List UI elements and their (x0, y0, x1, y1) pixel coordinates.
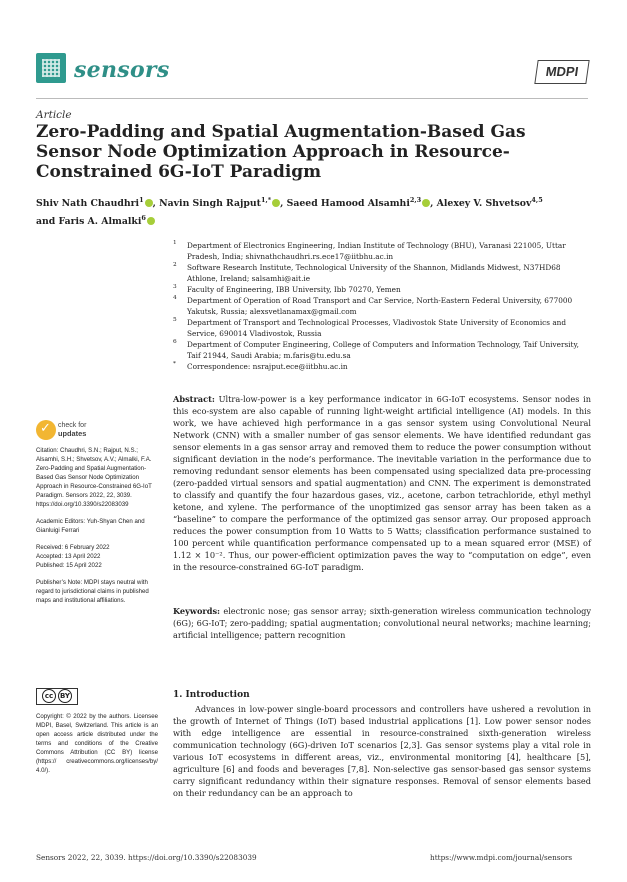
header-divider (36, 98, 588, 99)
check-updates-line2: updates (58, 429, 87, 438)
journal-name: sensors (74, 57, 170, 83)
affiliation-text: Department of Transport and Technological Processes, Vladivostok State University of Economics and Service, 690014 Vladivostok, Russia (187, 318, 567, 338)
check-updates-line1: check for (58, 422, 87, 429)
author-affil-sup: 6 (141, 214, 146, 223)
affiliation-text: Faculty of Engineering, IBB University, Ibb 70270, Yemen (187, 285, 401, 294)
abstract-label: Abstract: (173, 394, 215, 404)
author-name: Alexey V. Shvetsov (436, 198, 532, 210)
author-name: Faris A. Almalki (58, 216, 142, 228)
cc-by-license-icon[interactable] (36, 688, 78, 705)
by-label: BY (58, 689, 72, 703)
author-affil-sup: 1 (139, 196, 144, 204)
check-updates-icon (36, 420, 56, 440)
academic-editors: Academic Editors: Yuh-Shyan Chen and Gianluigi Ferrari (36, 518, 145, 534)
published-date: Published: 15 April 2022 (36, 562, 102, 569)
author-affil-sup: 4,5 (531, 196, 543, 204)
publisher-logo: MDPI (534, 60, 589, 84)
affiliation-number: 3 (173, 284, 177, 290)
affiliation-number: 1 (173, 240, 177, 246)
affiliation-item (173, 262, 593, 284)
affiliation-item (173, 295, 593, 317)
received-date: Received: 6 February 2022 (36, 544, 110, 551)
orcid-icon[interactable] (145, 199, 153, 207)
abstract-text: Ultra-low-power is a key performance indicator in 6G-IoT ecosystems. Sensor nodes in this eco-system are also capable of running light-weight artificial intelligence (AI) models. In this work, we have achieved high performance in a gas sensor system using Convolutional Neural Network (CNN) with a smaller number of gas sensor elements. We have identified redundant gas sensor elements in a gas sensor array and removed them to reduce the power consumption without significant deviation in the node’s performance. The inevitable variation in the performance due to removing redundant sensor elements has been compensated using specialized data pre-processing (zero-padded virtual sensors and spatial augmentation) and CNN. The experiment is demonstrated to classify and quantify the four hazardous gases, viz., acetone, carbon tetrachloride, ethyl methyl ketone, and xylene. The performance of the unoptimized gas sensor array has been taken as a “baseline” to compare the performance of the optimized gas sensor array. Our proposed approach reduces the power consumption from 10 Watts to 5 Watts; classification performance sustained to 100 percent while quantification performance compensated up to a mean squared error (MSE) of 1.12 × 10⁻². Thus, our power-efficient optimization paves the way to “computation on edge”, even in the resource-constrained 6G-IoT paradigm. (173, 394, 591, 572)
author-name: Navin Singh Rajput (159, 198, 261, 210)
orcid-icon[interactable] (272, 199, 280, 207)
affiliation-item (173, 339, 593, 361)
affiliation-item (173, 240, 593, 262)
check-for-updates-button[interactable] (36, 420, 156, 444)
correspondence-text: Correspondence: nsrajput.ece@iitbhu.ac.in (187, 362, 348, 371)
footer-journal-link[interactable]: https://www.mdpi.com/journal/sensors (430, 853, 573, 862)
footer-citation: Sensors 2022, 22, 3039. https://doi.org/10.3390/s22083039 (36, 853, 257, 862)
author-affil-sup: 1,* (260, 196, 272, 204)
article-sidebar (36, 446, 158, 613)
author-name: Saeed Hamood Alsamhi (286, 198, 410, 210)
abstract (173, 393, 591, 573)
affiliation-number: 5 (173, 317, 177, 323)
publisher-note: Publisher’s Note: MDPI stays neutral with regard to jurisdictional claims in published maps and institutional affiliations. (36, 579, 149, 604)
cc-label: cc (42, 689, 56, 703)
article-title: Zero-Padding and Spatial Augmentation-Based Gas Sensor Node Optimization Approach in Resource-Constrained 6G-IoT Paradigm (36, 122, 526, 182)
affiliation-number: 6 (173, 339, 177, 345)
affiliation-text: Department of Operation of Road Transport and Car Service, North-Eastern Federal University, 677000 Yakutsk, Russia; alexsvetlanamax@gmail.com (187, 296, 573, 316)
affiliation-text: Department of Electronics Engineering, Indian Institute of Technology (BHU), Varanasi 221005, Uttar Pradesh, India; shivnathchaudhri.rs.ece17@iitbhu.ac.in (187, 241, 566, 261)
article-type: Article (36, 109, 72, 121)
affiliation-text: Department of Computer Engineering, College of Computers and Information Technology, Taif University, Taif 21944, Saudi Arabia; m.faris@tu.edu.sa (187, 340, 579, 360)
keywords (173, 605, 591, 641)
affiliation-item (173, 284, 593, 295)
affiliation-item (173, 317, 593, 339)
author-affil-sup: 2,3 (409, 196, 422, 204)
introduction-text: Advances in low-power single-board processors and controllers have ushered a revolution in the growth of Internet of Things (IoT) based industrial applications [1]. Low power sensor nodes with edge intelligence are essential in resource-constrained sixth-generation wireless communication technology (6G)-driven IoT scenarios [2,3]. Gas sensor systems play a vital role in various IoT ecosystems in different areas, viz., environmental monitoring [4], healthcare [5], agriculture [6] and foods and beverages [7,8]. Non-selective gas sensor-based gas sensor systems carry significant redundancy within their signature responses. Removal of sensor elements based on their redundancy can be an approach to (173, 704, 591, 798)
orcid-icon[interactable] (422, 199, 430, 207)
correspondence-item (173, 361, 593, 372)
affiliation-number: * (173, 361, 176, 367)
affiliation-list (173, 240, 593, 372)
author-name: Shiv Nath Chaudhri (36, 198, 140, 210)
affiliation-text: Software Research Institute, Technological University of the Shannon, Midlands Midwest, N37HD68 Athlone, Ireland; salsamhi@ait.ie (187, 263, 561, 283)
orcid-icon[interactable] (147, 217, 155, 225)
copyright-notice: Copyright: © 2022 by the authors. Licensee MDPI, Basel, Switzerland. This article is an open access article distributed under the terms and conditions of the Creative Commons Attribution (CC BY) license (https:// creativecommons.org/licenses/by/ 4.0/). (36, 713, 158, 774)
journal-logo (36, 53, 66, 83)
author-list: Shiv Nath Chaudhri$^1$ , Navin Singh Rajput$^{1,*}$ , Saeed Hamood Alsamhi$^{2,3}$ , Alexey V. Shvetsov$^{4,5}$ and Faris A. Almalki$^6$ (36, 196, 543, 228)
affiliation-number: 2 (173, 262, 177, 268)
citation-block: Citation: Chaudhri, S.N.; Rajput, N.S.; Alsamhi, S.H.; Shvetsov, A.V.; Almalki, F.A. Zero-Padding and Spatial Augmentation-Based Gas Sensor Node Optimization Approach in Resource-Constrained 6G-IoT Paradigm. Sensors 2022, 22, 3039. https://doi.org/10.3390/s22083039 (36, 447, 152, 508)
keywords-text: electronic nose; gas sensor array; sixth-generation wireless communication technology (6G); 6G-IoT; zero-padding; spatial augmentation; convolutional neural networks; machine learning; artificial intelligence; pattern recognition (173, 606, 591, 640)
accepted-date: Accepted: 13 April 2022 (36, 553, 101, 560)
section-heading: 1. Introduction (173, 690, 250, 700)
affiliation-number: 4 (173, 295, 177, 301)
check-updates-label (58, 422, 86, 439)
keywords-label: Keywords: (173, 606, 221, 616)
